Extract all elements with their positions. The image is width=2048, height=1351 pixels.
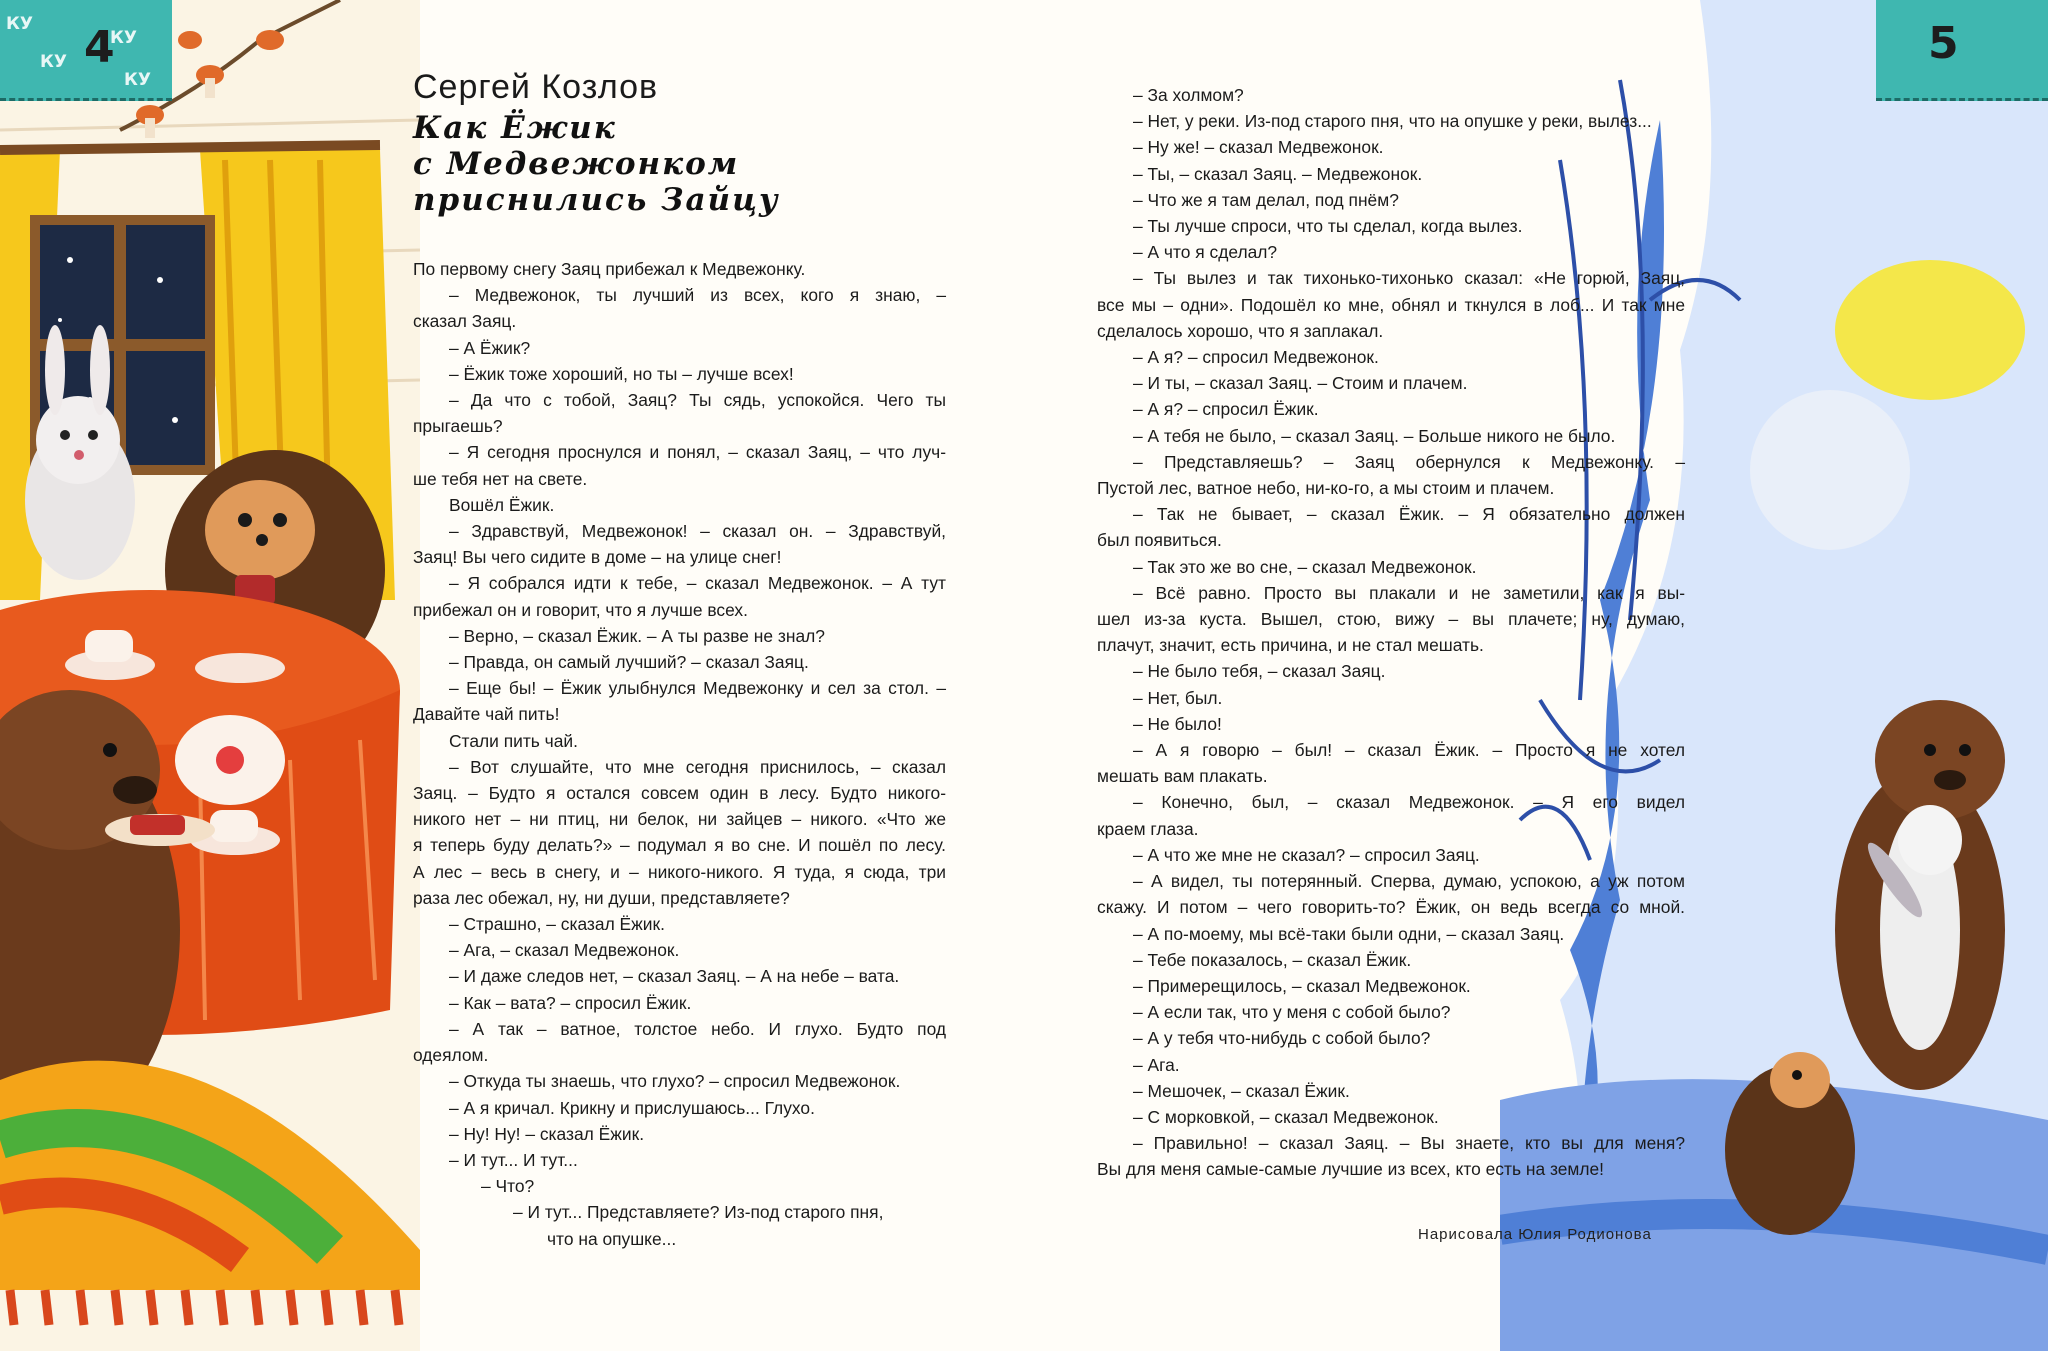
story-line: – Что? <box>481 1176 535 1197</box>
story-line: – Всё равно. Просто вы плакали и не заметили, как я вы- <box>1133 582 1685 603</box>
story-line: – Конечно, был, – сказал Медвежонок. – Я его видел <box>1133 792 1685 813</box>
left-illustration <box>0 0 420 1351</box>
story-line: – Как – вата? – спросил Ёжик. <box>449 992 692 1013</box>
story-line: – А что же мне не сказал? – спросил Заяц. <box>1133 844 1480 865</box>
story-line: – Представляешь? – Заяц обернулся к Медвежонку. – <box>1133 451 1685 472</box>
story-line: – Нет, был. <box>1133 687 1223 708</box>
story-line: – Нет, у реки. Из-под старого пня, что на опушке у реки, вылез... <box>1133 111 1652 132</box>
story-line: – Мешочек, – сказал Ёжик. <box>1133 1080 1350 1101</box>
story-line: – И тут... Представляете? Из-под старого пня, <box>513 1202 884 1223</box>
story-line: – Не было тебя, – сказал Заяц. <box>1133 661 1386 682</box>
story-line: – Медвежонок, ты лучший из всех, кого я знаю, – <box>449 285 946 306</box>
story-line: Вы для меня самые-самые лучшие из всех, кто есть на земле! <box>1097 1159 1605 1180</box>
story-line: плачут, значит, есть причина, и не стал мешать. <box>1097 635 1484 656</box>
page-number-tab-left <box>0 0 172 101</box>
story-line: – Ага, – сказал Медвежонок. <box>449 940 680 961</box>
story-line: – Вот слушайте, что мне сегодня приснилось, – сказал <box>449 756 946 777</box>
story-line: сделалось хорошо, что я заплакал. <box>1097 320 1384 341</box>
story-line: – А Ёжик? <box>449 337 531 358</box>
story-line: – За холмом? <box>1133 85 1244 105</box>
page-number-left: 4 <box>84 22 115 73</box>
story-line: Заяц. – Будто я остался совсем один в лесу. Будто никого- <box>413 783 946 804</box>
story-line: – И ты, – сказал Заяц. – Стоим и плачем. <box>1133 373 1468 394</box>
story-line: – Правда, он самый лучший? – сказал Заяц. <box>449 652 809 673</box>
story-line: Пустой лес, ватное небо, ни-ко-го, а мы стоим и плачем. <box>1097 478 1555 499</box>
story-line: – Не было! <box>1133 713 1222 734</box>
story-line: – Верно, – сказал Ёжик. – А ты разве не знал? <box>449 625 825 646</box>
story-line: – Ёжик тоже хороший, но ты – лучше всех! <box>449 363 794 384</box>
story-line: никого нет – ни птиц, ни белок, ни зайцев – никого. «Что же <box>413 809 946 830</box>
tab-text-ku: КУ <box>40 52 68 72</box>
story-text-column-right <box>1097 82 1685 1183</box>
story-line: прибежал он и говорит, что я лучше всех. <box>413 599 748 620</box>
story-line: – А я говорю – был! – сказал Ёжик. – Просто я не хотел <box>1133 740 1685 761</box>
story-title <box>413 110 780 218</box>
story-title-line: Как Ёжик <box>413 110 617 146</box>
story-line: – И даже следов нет, – сказал Заяц. – А на небе – вата. <box>449 966 900 987</box>
story-line: – Ну! Ну! – сказал Ёжик. <box>449 1123 645 1144</box>
story-title-line: приснились Зайцу <box>413 182 780 218</box>
story-line: мешать вам плакать. <box>1097 766 1268 787</box>
story-line: Стали пить чай. <box>449 730 578 751</box>
story-line: что на опушке... <box>547 1228 677 1249</box>
story-line: – Здравствуй, Медвежонок! – сказал он. – Здравствуй, <box>449 521 946 542</box>
story-line: – Тебе показалось, – сказал Ёжик. <box>1133 949 1412 970</box>
story-line: – Ты вылез и так тихонько-тихонько сказал: «Не горюй, Заяц, <box>1133 268 1685 289</box>
story-line: прыгаешь? <box>413 416 503 437</box>
story-line: А лес – весь в снегу, и – никого-никого. Я туда, я сюда, три <box>413 861 946 882</box>
story-line: – А видел, ты потерянный. Сперва, думаю, успокою, а уж потом <box>1133 871 1685 892</box>
story-text-column-left <box>413 256 946 1252</box>
story-line: – Откуда ты знаешь, что глухо? – спросил Медвежонок. <box>449 1071 901 1092</box>
story-line: – Страшно, – сказал Ёжик. <box>449 914 665 935</box>
story-line: – Ну же! – сказал Медвежонок. <box>1133 137 1384 158</box>
story-line: – А я? – спросил Ёжик. <box>1133 399 1319 420</box>
story-line: – Так не бывает, – сказал Ёжик. – Я обязательно должен <box>1133 504 1685 525</box>
illustrator-credit: Нарисовала Юлия Родионова <box>1418 1226 1652 1243</box>
story-line: – Еще бы! – Ёжик улыбнулся Медвежонку и сел за стол. – <box>449 678 946 699</box>
story-line: – А у тебя что-нибудь с собой было? <box>1133 1028 1431 1049</box>
story-line: – Что же я там делал, под пнём? <box>1133 189 1399 210</box>
story-line: – Ты, – сказал Заяц. – Медвежонок. <box>1133 163 1423 184</box>
story-line: раза лес обежал, ну, ни души, представляете? <box>413 887 790 908</box>
story-line: По первому снегу Заяц прибежал к Медвежонку. <box>413 259 806 279</box>
tab-text-ku: КУ <box>110 28 138 48</box>
story-line: Вошёл Ёжик. <box>449 494 555 515</box>
story-line: ше тебя нет на свете. <box>413 468 588 489</box>
story-line: – А я кричал. Крикну и прислушаюсь... Глухо. <box>449 1097 815 1118</box>
story-line: сказал Заяц. <box>413 311 517 332</box>
story-line: – А по-моему, мы всё-таки были одни, – сказал Заяц. <box>1133 923 1565 944</box>
page-number-tab-right <box>1876 0 2048 101</box>
page-number-right: 5 <box>1928 18 1959 69</box>
story-line: – Примерещилось, – сказал Медвежонок. <box>1133 975 1471 996</box>
story-title-line: с Медвежонком <box>413 146 740 182</box>
story-line: – Я собрался идти к тебе, – сказал Медвежонок. – А тут <box>449 573 946 594</box>
story-line: – С морковкой, – сказал Медвежонок. <box>1133 1106 1439 1127</box>
tab-text-ku: КУ <box>6 14 34 34</box>
story-line: – Так это же во сне, – сказал Медвежонок. <box>1133 556 1477 577</box>
story-line: шел из-за куста. Вышел, стою, вижу – вы плачете; ну, думаю, <box>1097 609 1685 630</box>
story-line: – А что я сделал? <box>1133 242 1278 263</box>
story-line: одеялом. <box>413 1045 489 1066</box>
story-line: – Ага. <box>1133 1054 1180 1075</box>
story-line: – И тут... И тут... <box>449 1149 578 1170</box>
story-line: скажу. И потом – чего говорить-то? Ёжик, он ведь всегда со мной. <box>1097 897 1685 918</box>
story-line: я теперь буду делать?» – подумал я во сне. И пошёл по лесу. <box>413 835 946 856</box>
story-line: Заяц! Вы чего сидите в доме – на улице снег! <box>413 547 782 568</box>
story-line: – Ты лучше спроси, что ты сделал, когда вылез. <box>1133 216 1523 237</box>
story-line: все мы – одни». Подошёл ко мне, обнял и ткнулся в лоб... И так мне <box>1097 294 1685 315</box>
tab-text-ku: КУ <box>124 70 152 90</box>
story-line: был появиться. <box>1097 530 1222 551</box>
story-line: – Да что с тобой, Заяц? Ты сядь, успокойся. Чего ты <box>449 390 946 411</box>
story-line: – Правильно! – сказал Заяц. – Вы знаете, кто вы для меня? <box>1133 1133 1685 1154</box>
story-line: – А я? – спросил Медвежонок. <box>1133 347 1379 368</box>
story-line: краем глаза. <box>1097 818 1199 839</box>
story-line: – А если так, что у меня с собой было? <box>1133 1002 1451 1023</box>
story-line: – А так – ватное, толстое небо. И глухо. Будто под <box>449 1018 946 1039</box>
author-name: Сергей Козлов <box>413 68 659 106</box>
story-line: Давайте чай пить! <box>413 704 560 725</box>
story-line: – Я сегодня проснулся и понял, – сказал Заяц, – что луч- <box>449 442 946 463</box>
story-line: – А тебя не было, – сказал Заяц. – Больше никого не было. <box>1133 425 1616 446</box>
